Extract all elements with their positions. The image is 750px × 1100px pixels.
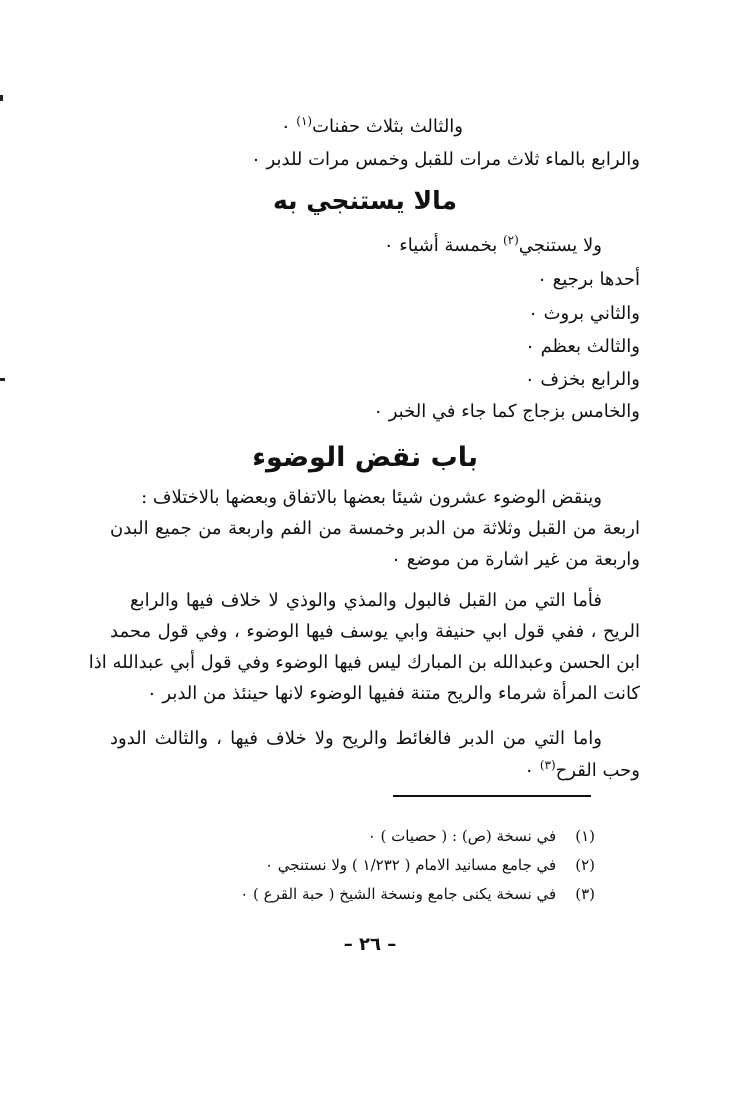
line-text: والثالث بعظم ٠ xyxy=(525,336,640,357)
line-text: والخامس بزجاج كما جاء في الخبر ٠ xyxy=(373,401,640,422)
footnote xyxy=(368,826,595,846)
paragraph-line: ابن الحسن وعبدالله بن المبارك ليس فيها الوضوء وفي قول أبي عبدالله اذا xyxy=(88,652,640,673)
section-heading: مالا يستنجي به xyxy=(273,186,457,215)
page-number: – ٢٦ – xyxy=(343,934,397,955)
text-line xyxy=(537,268,640,292)
text-line xyxy=(251,148,640,172)
line-end: ٠ xyxy=(280,116,297,137)
footnote-text: في نسخة يكنى جامع ونسخة الشيخ ( حبة القرع ) ٠ xyxy=(240,885,557,903)
footnote-number: (٣) xyxy=(575,885,595,903)
paragraph-line: واربعة من غير اشارة من موضع ٠ xyxy=(391,549,640,570)
line-text: وحب القرح xyxy=(555,760,640,781)
line-end: ٠ xyxy=(524,760,540,781)
line-text: والرابع بخزف ٠ xyxy=(524,369,640,390)
footnote-text: في نسخة (ص) : ( حصيات ) ٠ xyxy=(367,827,557,845)
line-end: بخمسة أشياء ٠ xyxy=(383,235,503,256)
footnote-ref: (٣) xyxy=(539,758,556,772)
paragraph-line: الريح ، ففي قول ابي حنيفة وابي يوسف فيها الوضوء ، وفي قول محمد xyxy=(110,621,640,642)
scan-mark xyxy=(0,95,3,101)
line-text: ولا يستنجي xyxy=(518,235,602,256)
footnote-number: (١) xyxy=(575,827,595,845)
footnote-ref: (٢) xyxy=(502,233,519,247)
paragraph-line: واما التي من الدبر فالغائط والريح ولا خلاف فيها ، والثالث الدود xyxy=(110,728,602,749)
footnote-separator xyxy=(393,795,591,797)
text-line xyxy=(525,368,640,392)
paragraph-line xyxy=(524,759,640,783)
line-text: والرابع بالماء ثلاث مرات للقبل وخمس مرات للدبر ٠ xyxy=(251,149,640,170)
text-line xyxy=(373,400,640,424)
text-line xyxy=(384,234,602,258)
footnote xyxy=(240,884,595,904)
footnote-text: في جامع مسانيد الامام ( ١/٢٣٢ ) ولا نستنجي ٠ xyxy=(264,856,557,874)
paragraph-line: اربعة من القبل وثلاثة من الدبر وخمسة من الفم واربعة من جميع البدن xyxy=(110,518,640,539)
scan-mark xyxy=(0,378,5,381)
line-text: والثاني بروث ٠ xyxy=(528,303,640,324)
footnote-ref: (١) xyxy=(296,114,313,128)
chapter-heading: باب نقض الوضوء xyxy=(252,442,478,473)
line-text: والثالث بثلاث حفنات xyxy=(312,116,463,137)
line-text: أحدها برجيع ٠ xyxy=(537,269,640,290)
text-line xyxy=(525,335,640,359)
paragraph-line: وينقض الوضوء عشرون شيئا بعضها بالاتفاق وبعضها بالاختلاف : xyxy=(141,487,602,508)
text-line xyxy=(281,115,463,139)
text-line xyxy=(528,302,640,326)
paragraph-line: كانت المرأة شرماء والريح متنة ففيها الوضوء لانها حينئذ من الدبر ٠ xyxy=(147,683,640,704)
paragraph-line: فأما التي من القبل فالبول والمذي والوذي لا خلاف فيها والرابع xyxy=(130,590,602,611)
footnote-number: (٢) xyxy=(575,856,595,874)
footnote xyxy=(265,855,595,875)
